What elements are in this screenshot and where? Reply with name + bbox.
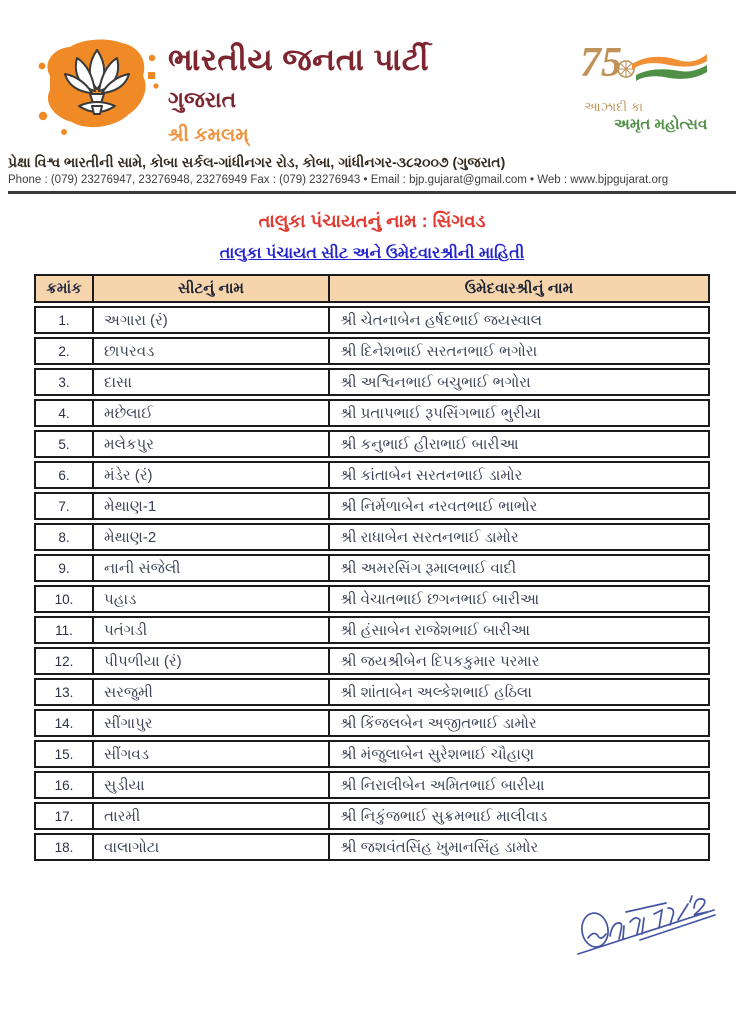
row-candidate-name: શ્રી દિનેશભાઈ સરતનભાઈ ભગોરા — [340, 342, 538, 360]
row-serial: 18. — [36, 835, 94, 859]
row-serial: 13. — [36, 680, 94, 704]
table-row — [34, 430, 710, 458]
row-candidate-name: શ્રી અમરસિંગ રૂમાલભાઈ વાદી — [340, 559, 517, 577]
row-candidate-name: શ્રી ચેતનાબેન હર્ષદભાઈ જયસ્વાલ — [340, 311, 542, 329]
row-candidate-name: શ્રી જશવંતસિંહ ખુમાનસિંહ ડામોર — [340, 838, 539, 856]
table-row — [34, 306, 710, 334]
header-serial: ક્રમાંક — [36, 276, 94, 301]
row-serial: 16. — [36, 773, 94, 797]
row-candidate-name: શ્રી જયશ્રીબેન દિપકકુમાર પરમાર — [340, 652, 540, 670]
row-candidate-name: શ્રી નિકુંજભાઈ સુક્રમભાઈ માલીવાડ — [340, 807, 548, 825]
row-candidate-name: શ્રી નિરાલીબેન અમિતભાઈ બારીયા — [340, 776, 545, 794]
amrit-line2: અમૃત મહોત્સવ — [614, 116, 708, 133]
row-serial: 2. — [36, 339, 94, 363]
row-seat-name: સરજુમી — [94, 680, 330, 704]
state-name: ગુજરાત — [168, 87, 237, 112]
row-seat-name: છાપરવડ — [94, 339, 330, 363]
row-seat-name: સુડીયા — [94, 773, 330, 797]
row-serial: 8. — [36, 525, 94, 549]
row-serial: 11. — [36, 618, 94, 642]
candidates-table — [34, 274, 710, 861]
row-serial: 12. — [36, 649, 94, 673]
table-row — [34, 461, 710, 489]
header-seat-name: સીટનું નામ — [94, 276, 330, 301]
table-row — [34, 616, 710, 644]
letterhead — [0, 0, 744, 152]
row-seat-name: તારમી — [94, 804, 330, 828]
row-candidate-name: શ્રી મંજુલાબેન સુરેશભાઈ ચૌહાણ — [340, 745, 535, 763]
amrit-line1: આઝાદી કા — [584, 99, 644, 114]
signature — [574, 888, 720, 967]
table-body — [34, 306, 710, 861]
row-seat-name: અગારા (રં) — [94, 308, 330, 332]
office-address: પ્રેક્ષા વિશ્વ ભારતીની સામે, કોબા સર્કલ-ગાંધીનગર રોડ, કોબા, ગાંધીનગર-૩૮૨૦૦૭ (ગુજરાત) — [8, 154, 506, 170]
row-candidate-name: શ્રી કિંજલબેન અજીતભાઈ ડામોર — [340, 714, 537, 732]
amrit-75-number: 75 — [580, 40, 622, 86]
row-seat-name: મેથાણ-1 — [94, 494, 330, 518]
amrit-mahotsav-logo — [580, 40, 728, 133]
table-row — [34, 802, 710, 830]
table-row — [34, 554, 710, 582]
row-seat-name: સીંગાપુર — [94, 711, 330, 735]
taluka-title: તાલુકા પંચાયતનું નામ : સિંગવડ — [258, 211, 486, 231]
row-serial: 6. — [36, 463, 94, 487]
row-seat-name: મંડેર (રં) — [94, 463, 330, 487]
letterhead-divider — [8, 191, 736, 194]
row-serial: 3. — [36, 370, 94, 394]
table-row — [34, 337, 710, 365]
row-serial: 5. — [36, 432, 94, 456]
row-candidate-name: શ્રી કાંતાબેન સરતનભાઈ ડામોર — [340, 466, 523, 484]
row-candidate-name: શ્રી હંસાબેન રાજેશભાઈ બારીઆ — [340, 621, 531, 639]
contact-line: Phone : (079) 23276947, 23276948, 23276949 Fax : (079) 23276943 • Email : bjp.gujarat@gmail.com • Web : www.bjpgujarat.org — [8, 174, 669, 186]
row-seat-name: દાસા — [94, 370, 330, 394]
table-row — [34, 399, 710, 427]
row-seat-name: મલેકપુર — [94, 432, 330, 456]
table-row — [34, 833, 710, 861]
row-serial: 9. — [36, 556, 94, 580]
table-row — [34, 678, 710, 706]
row-seat-name: પતંગડી — [94, 618, 330, 642]
row-candidate-name: શ્રી અશ્વિનભાઈ બચુભાઈ ભગોરા — [340, 373, 531, 391]
row-seat-name: પીપળીયા (રં) — [94, 649, 330, 673]
row-candidate-name: શ્રી રાધાબેન સરતનભાઈ ડામોર — [340, 528, 519, 546]
table-row — [34, 368, 710, 396]
row-candidate-name: શ્રી વેચાતભાઈ છગનભાઈ બારીઆ — [340, 590, 540, 608]
row-serial: 15. — [36, 742, 94, 766]
row-candidate-name: શ્રી પ્રતાપભાઈ રૂપસિંગભાઈ ભુરીયા — [340, 404, 541, 422]
header-candidate-name: ઉમેદવારશ્રીનું નામ — [464, 280, 574, 297]
bjp-lotus-logo-icon — [34, 36, 160, 143]
row-serial: 7. — [36, 494, 94, 518]
row-candidate-name: શ્રી કનુભાઈ હીરાભાઈ બારીઆ — [340, 435, 519, 453]
row-candidate-name: શ્રી શાંતાબેન અલ્કેશભાઈ હઠિલા — [340, 683, 532, 701]
office-name: શ્રી કમલમ્ — [168, 125, 249, 146]
table-row — [34, 740, 710, 768]
masthead — [168, 42, 429, 147]
india-flag-ribbon-icon — [616, 50, 708, 97]
row-serial: 10. — [36, 587, 94, 611]
row-seat-name: મેથાણ-2 — [94, 525, 330, 549]
table-subtitle: તાલુકા પંચાયત સીટ અને ઉમેદવારશ્રીની માહિતી — [219, 245, 525, 262]
row-serial: 17. — [36, 804, 94, 828]
table-row — [34, 709, 710, 737]
row-serial: 4. — [36, 401, 94, 425]
row-seat-name: મછેલાઈ — [94, 401, 330, 425]
row-candidate-name: શ્રી નિર્મળાબેન નરવતભાઈ ભાભોર — [340, 497, 538, 515]
table-row — [34, 647, 710, 675]
row-seat-name: પહાડ — [94, 587, 330, 611]
party-name: ભારતીય જનતા પાર્ટી — [168, 42, 430, 77]
table-row — [34, 585, 710, 613]
table-row — [34, 492, 710, 520]
row-serial: 1. — [36, 308, 94, 332]
table-row — [34, 523, 710, 551]
row-seat-name: સીંગવડ — [94, 742, 330, 766]
row-serial: 14. — [36, 711, 94, 735]
row-seat-name: નાની સંજેલી — [94, 556, 330, 580]
table-row — [34, 771, 710, 799]
row-seat-name: વાલાગોટા — [94, 835, 330, 859]
table-header-row — [34, 274, 710, 303]
